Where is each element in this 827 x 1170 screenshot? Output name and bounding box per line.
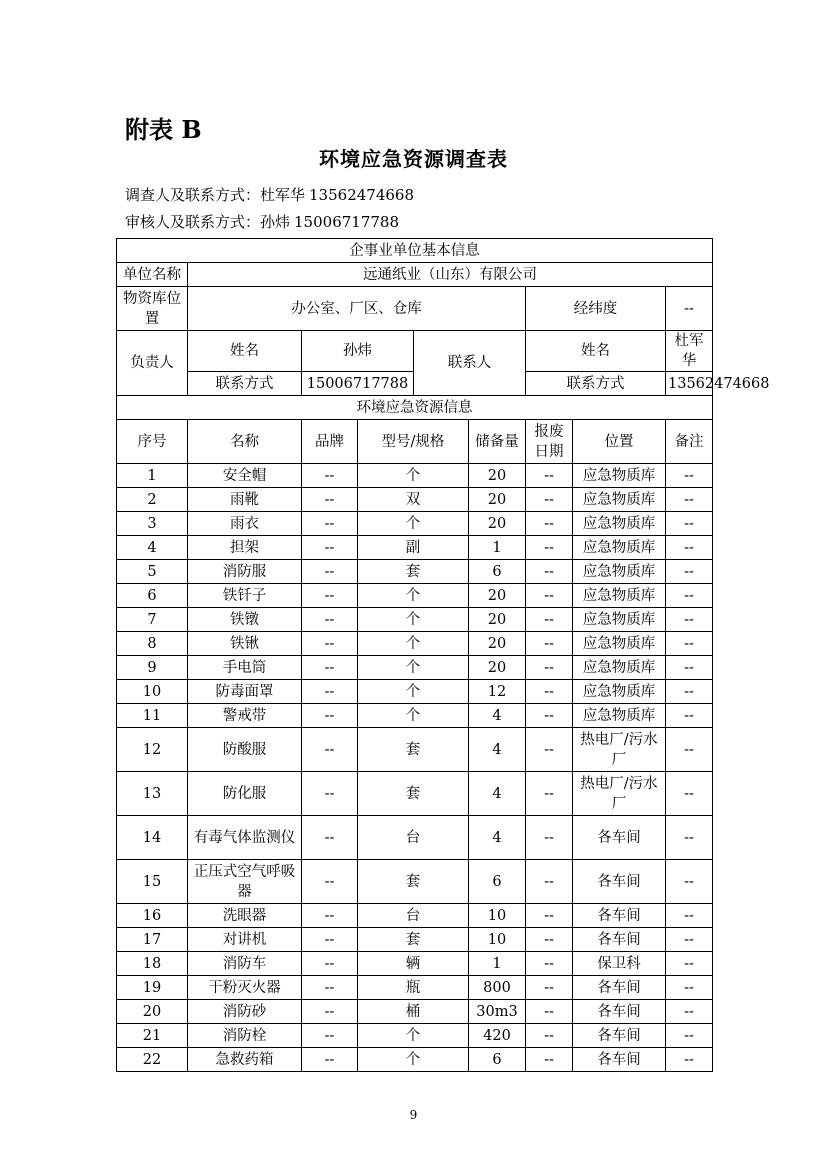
reviewer-line (125, 211, 399, 232)
cell-name: 防酸服 (188, 728, 302, 772)
cell-location: 热电厂/污水厂 (573, 728, 666, 772)
cell-expiry: -- (526, 584, 573, 608)
cell-expiry: -- (526, 704, 573, 728)
cell-location: 各车间 (573, 928, 666, 952)
cell-spec: 个 (358, 632, 469, 656)
cell-index: 17 (117, 928, 188, 952)
cell-expiry: -- (526, 772, 573, 816)
cell-name: 雨靴 (188, 488, 302, 512)
table-row (117, 860, 713, 904)
table-row (117, 632, 713, 656)
col-header-quantity: 储备量 (469, 420, 526, 464)
cell-remarks: -- (666, 772, 713, 816)
cell-name: 正压式空气呼吸器 (188, 860, 302, 904)
responsible-name: 孙炜 (302, 331, 414, 372)
cell-location: 应急物质库 (573, 560, 666, 584)
cell-brand: -- (302, 632, 358, 656)
cell-remarks: -- (666, 584, 713, 608)
cell-location: 应急物质库 (573, 488, 666, 512)
cell-quantity: 10 (469, 904, 526, 928)
table-row (117, 772, 713, 816)
cell-spec: 个 (358, 680, 469, 704)
cell-remarks: -- (666, 728, 713, 772)
cell-name: 雨衣 (188, 512, 302, 536)
cell-remarks: -- (666, 464, 713, 488)
table-row (117, 680, 713, 704)
cell-index: 12 (117, 728, 188, 772)
table-row (117, 728, 713, 772)
location-value: 办公室、厂区、仓库 (188, 287, 526, 331)
cell-brand: -- (302, 952, 358, 976)
col-header-index: 序号 (117, 420, 188, 464)
cell-spec: 辆 (358, 952, 469, 976)
unit-name-value: 远通纸业（山东）有限公司 (188, 263, 713, 287)
cell-spec: 台 (358, 904, 469, 928)
cell-location: 保卫科 (573, 952, 666, 976)
cell-name: 铁锹 (188, 632, 302, 656)
cell-location: 应急物质库 (573, 608, 666, 632)
cell-expiry: -- (526, 904, 573, 928)
cell-expiry: -- (526, 512, 573, 536)
cell-remarks: -- (666, 928, 713, 952)
cell-expiry: -- (526, 952, 573, 976)
table-row (117, 1048, 713, 1072)
cell-quantity: 20 (469, 512, 526, 536)
cell-remarks: -- (666, 860, 713, 904)
cell-index: 2 (117, 488, 188, 512)
responsible-phone: 15006717788 (302, 372, 414, 396)
contact-phone: 13562474668 (666, 372, 713, 396)
cell-expiry: -- (526, 928, 573, 952)
cell-name: 安全帽 (188, 464, 302, 488)
cell-index: 16 (117, 904, 188, 928)
cell-index: 21 (117, 1024, 188, 1048)
cell-expiry: -- (526, 536, 573, 560)
page-number: 9 (409, 1108, 418, 1122)
cell-name: 消防砂 (188, 1000, 302, 1024)
table-row (117, 904, 713, 928)
cell-quantity: 6 (469, 560, 526, 584)
cell-location: 热电厂/污水厂 (573, 772, 666, 816)
cell-name: 铁镦 (188, 608, 302, 632)
cell-brand: -- (302, 816, 358, 860)
cell-location: 各车间 (573, 1048, 666, 1072)
cell-spec: 副 (358, 536, 469, 560)
cell-brand: -- (302, 928, 358, 952)
cell-index: 5 (117, 560, 188, 584)
table-row (117, 952, 713, 976)
cell-quantity: 20 (469, 632, 526, 656)
cell-quantity: 30m3 (469, 1000, 526, 1024)
cell-index: 4 (117, 536, 188, 560)
document-title: 环境应急资源调查表 (319, 147, 508, 171)
cell-location: 各车间 (573, 904, 666, 928)
cell-brand: -- (302, 560, 358, 584)
table-row (117, 464, 713, 488)
cell-expiry: -- (526, 560, 573, 584)
cell-brand: -- (302, 680, 358, 704)
cell-location: 应急物质库 (573, 656, 666, 680)
cell-name: 消防车 (188, 952, 302, 976)
cell-spec: 台 (358, 816, 469, 860)
responsible-phone-label: 联系方式 (188, 372, 302, 396)
cell-index: 6 (117, 584, 188, 608)
cell-brand: -- (302, 464, 358, 488)
cell-expiry: -- (526, 608, 573, 632)
cell-expiry: -- (526, 464, 573, 488)
cell-index: 19 (117, 976, 188, 1000)
cell-expiry: -- (526, 728, 573, 772)
col-header-location: 位置 (573, 420, 666, 464)
cell-location: 各车间 (573, 1024, 666, 1048)
cell-brand: -- (302, 1024, 358, 1048)
cell-remarks: -- (666, 560, 713, 584)
cell-brand: -- (302, 704, 358, 728)
cell-index: 9 (117, 656, 188, 680)
col-header-spec: 型号/规格 (358, 420, 469, 464)
col-header-brand: 品牌 (302, 420, 358, 464)
cell-index: 22 (117, 1048, 188, 1072)
cell-remarks: -- (666, 512, 713, 536)
table-row (117, 656, 713, 680)
cell-spec: 个 (358, 464, 469, 488)
table-row (117, 584, 713, 608)
cell-remarks: -- (666, 976, 713, 1000)
cell-remarks: -- (666, 904, 713, 928)
cell-remarks: -- (666, 1000, 713, 1024)
cell-location: 各车间 (573, 976, 666, 1000)
cell-remarks: -- (666, 680, 713, 704)
cell-index: 10 (117, 680, 188, 704)
responsible-person-label: 负责人 (117, 331, 188, 396)
cell-remarks: -- (666, 536, 713, 560)
cell-location: 各车间 (573, 860, 666, 904)
cell-index: 8 (117, 632, 188, 656)
cell-name: 消防栓 (188, 1024, 302, 1048)
cell-name: 手电筒 (188, 656, 302, 680)
cell-name: 防化服 (188, 772, 302, 816)
table-row (117, 976, 713, 1000)
table-row (117, 560, 713, 584)
cell-quantity: 420 (469, 1024, 526, 1048)
cell-remarks: -- (666, 488, 713, 512)
cell-brand: -- (302, 1048, 358, 1072)
cell-name: 铁钎子 (188, 584, 302, 608)
cell-brand: -- (302, 608, 358, 632)
unit-name-label: 单位名称 (117, 263, 188, 287)
table-row (117, 488, 713, 512)
cell-brand: -- (302, 512, 358, 536)
cell-index: 7 (117, 608, 188, 632)
contact-person-label: 联系人 (414, 331, 526, 396)
cell-quantity: 20 (469, 584, 526, 608)
cell-remarks: -- (666, 704, 713, 728)
reviewer-label: 审核人及联系方式：孙炜 (125, 213, 291, 231)
cell-location: 各车间 (573, 816, 666, 860)
cell-quantity: 4 (469, 704, 526, 728)
table-row (117, 608, 713, 632)
investigator-line (125, 184, 414, 205)
cell-index: 14 (117, 816, 188, 860)
cell-remarks: -- (666, 1024, 713, 1048)
col-header-remarks: 备注 (666, 420, 713, 464)
table-row (117, 816, 713, 860)
appendix-label: 附表 B (125, 115, 202, 144)
table-row (117, 536, 713, 560)
table-row (117, 928, 713, 952)
cell-name: 防毒面罩 (188, 680, 302, 704)
cell-expiry: -- (526, 816, 573, 860)
location-label: 物资库位置 (117, 287, 188, 331)
cell-remarks: -- (666, 608, 713, 632)
cell-brand: -- (302, 656, 358, 680)
cell-name: 洗眼器 (188, 904, 302, 928)
cell-expiry: -- (526, 1024, 573, 1048)
cell-spec: 双 (358, 488, 469, 512)
investigator-phone: 13562474668 (309, 186, 414, 204)
table-row (117, 1024, 713, 1048)
cell-quantity: 800 (469, 976, 526, 1000)
cell-quantity: 20 (469, 656, 526, 680)
resource-info-header: 环境应急资源信息 (117, 396, 713, 420)
cell-spec: 瓶 (358, 976, 469, 1000)
cell-spec: 个 (358, 704, 469, 728)
cell-expiry: -- (526, 1000, 573, 1024)
cell-location: 应急物质库 (573, 632, 666, 656)
cell-spec: 套 (358, 860, 469, 904)
table-row (117, 704, 713, 728)
investigator-label: 调查人及联系方式：杜军华 (125, 186, 306, 204)
cell-spec: 个 (358, 1024, 469, 1048)
cell-remarks: -- (666, 816, 713, 860)
cell-brand: -- (302, 1000, 358, 1024)
col-header-name: 名称 (188, 420, 302, 464)
responsible-name-label: 姓名 (188, 331, 302, 372)
cell-brand: -- (302, 976, 358, 1000)
cell-name: 担架 (188, 536, 302, 560)
cell-brand: -- (302, 772, 358, 816)
cell-spec: 套 (358, 772, 469, 816)
cell-brand: -- (302, 860, 358, 904)
cell-name: 警戒带 (188, 704, 302, 728)
cell-quantity: 20 (469, 488, 526, 512)
table-row (117, 512, 713, 536)
cell-brand: -- (302, 488, 358, 512)
cell-location: 应急物质库 (573, 584, 666, 608)
cell-spec: 个 (358, 608, 469, 632)
cell-spec: 个 (358, 656, 469, 680)
cell-spec: 个 (358, 1048, 469, 1072)
cell-expiry: -- (526, 976, 573, 1000)
cell-quantity: 4 (469, 728, 526, 772)
cell-location: 应急物质库 (573, 680, 666, 704)
cell-brand: -- (302, 904, 358, 928)
cell-index: 1 (117, 464, 188, 488)
contact-name: 杜军华 (666, 331, 713, 372)
cell-spec: 个 (358, 584, 469, 608)
cell-spec: 套 (358, 928, 469, 952)
cell-index: 15 (117, 860, 188, 904)
cell-location: 各车间 (573, 1000, 666, 1024)
cell-spec: 套 (358, 728, 469, 772)
cell-location: 应急物质库 (573, 464, 666, 488)
contact-name-label: 姓名 (526, 331, 666, 372)
cell-quantity: 6 (469, 860, 526, 904)
cell-expiry: -- (526, 1048, 573, 1072)
cell-quantity: 12 (469, 680, 526, 704)
cell-brand: -- (302, 536, 358, 560)
cell-quantity: 1 (469, 952, 526, 976)
cell-index: 18 (117, 952, 188, 976)
cell-location: 应急物质库 (573, 704, 666, 728)
cell-quantity: 6 (469, 1048, 526, 1072)
cell-remarks: -- (666, 952, 713, 976)
reviewer-phone: 15006717788 (294, 213, 399, 231)
cell-name: 干粉灭火器 (188, 976, 302, 1000)
cell-name: 有毒气体监测仪 (188, 816, 302, 860)
cell-spec: 桶 (358, 1000, 469, 1024)
cell-remarks: -- (666, 656, 713, 680)
cell-quantity: 4 (469, 772, 526, 816)
cell-expiry: -- (526, 680, 573, 704)
cell-expiry: -- (526, 632, 573, 656)
cell-name: 对讲机 (188, 928, 302, 952)
cell-brand: -- (302, 728, 358, 772)
cell-expiry: -- (526, 656, 573, 680)
cell-expiry: -- (526, 860, 573, 904)
contact-phone-label: 联系方式 (526, 372, 666, 396)
cell-location: 应急物质库 (573, 512, 666, 536)
coordinates-label: 经纬度 (526, 287, 666, 331)
cell-quantity: 20 (469, 464, 526, 488)
table-row (117, 1000, 713, 1024)
cell-spec: 个 (358, 512, 469, 536)
cell-quantity: 20 (469, 608, 526, 632)
resource-survey-table (116, 238, 770, 1072)
cell-quantity: 10 (469, 928, 526, 952)
cell-expiry: -- (526, 488, 573, 512)
cell-index: 3 (117, 512, 188, 536)
cell-quantity: 4 (469, 816, 526, 860)
cell-spec: 套 (358, 560, 469, 584)
cell-location: 应急物质库 (573, 536, 666, 560)
cell-remarks: -- (666, 632, 713, 656)
cell-index: 11 (117, 704, 188, 728)
cell-quantity: 1 (469, 536, 526, 560)
basic-info-header: 企事业单位基本信息 (117, 239, 713, 263)
cell-index: 20 (117, 1000, 188, 1024)
coordinates-value: -- (666, 287, 713, 331)
col-header-expiry: 报废日期 (526, 420, 573, 464)
cell-name: 消防服 (188, 560, 302, 584)
cell-name: 急救药箱 (188, 1048, 302, 1072)
cell-remarks: -- (666, 1048, 713, 1072)
cell-brand: -- (302, 584, 358, 608)
cell-index: 13 (117, 772, 188, 816)
